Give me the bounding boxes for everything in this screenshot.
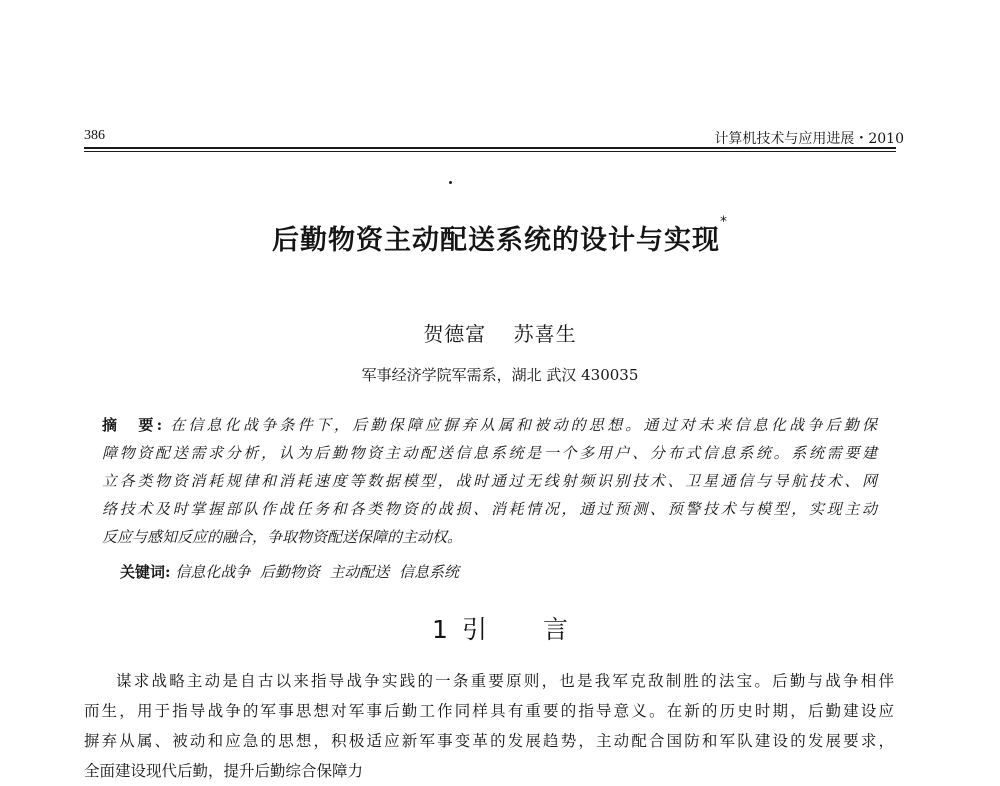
abstract-line [102, 411, 877, 439]
title-footnote-mark: * [720, 214, 728, 230]
section-heading [0, 610, 1000, 646]
journal-header: 计算机技术与应用进展・2010 [714, 131, 904, 147]
body-line: 摒弃从属、被动和应急的思想，积极适应新军事变革的发展趋势，主动配合国防和军队建设的发展要求， [84, 732, 894, 750]
section-number: 1 [432, 615, 448, 644]
affiliation: 军事经济学院军需系，湖北 武汉 430035 [361, 366, 639, 384]
abstract-text: 在信息化战争条件下，后勤保障应摒弃从属和被动的思想。通过对未来信息化战争后勤保 [170, 416, 877, 434]
body-line: 谋求战略主动是自古以来指导战争实践的一条重要原则，也是我军克敌制胜的法宝。后勤与战争相伴 [116, 672, 894, 690]
header-rule-thick [84, 147, 896, 149]
section-title-char: 引 [461, 615, 487, 644]
abstract-line: 立各类物资消耗规律和消耗速度等数据模型，战时通过无线射频识别技术、卫星通信与导航技术、网 [102, 472, 877, 490]
abstract-label: 摘 要: [102, 416, 163, 434]
section-title-char: 言 [542, 615, 568, 644]
keywords-text: 信息化战争 后勤物资 主动配送 信息系统 [175, 563, 459, 581]
paper-title [0, 214, 1000, 257]
keywords-label: 关键词: [120, 563, 171, 581]
abstract-line: 反应与感知反应的融合，争取物资配送保障的主动权。 [102, 528, 463, 546]
author-list [0, 318, 1000, 347]
page-number: 386 [84, 128, 105, 143]
scan-speck [449, 181, 452, 184]
abstract-line: 络技术及时掌握部队作战任务和各类物资的战损、消耗情况，通过预测、预警技术与模型，实现主动 [102, 500, 877, 518]
body-line: 而生，用于指导战争的军事思想对军事后勤工作同样具有重要的指导意义。在新的历史时期，后勤建设应 [84, 702, 894, 720]
body-line: 全面建设现代后勤，提升后勤综合保障力 [84, 762, 364, 780]
abstract [102, 411, 877, 551]
author-name: 贺德富 [423, 322, 487, 346]
body-text [84, 666, 894, 786]
abstract-line: 障物资配送需求分析，认为后勤物资主动配送信息系统是一个多用户、分布式信息系统。系统需要建 [102, 444, 877, 462]
paper-title-text: 后勤物资主动配送系统的设计与实现 [272, 225, 720, 256]
keywords [120, 561, 459, 582]
header-rule-thin [84, 151, 896, 152]
author-name: 苏喜生 [513, 322, 577, 346]
